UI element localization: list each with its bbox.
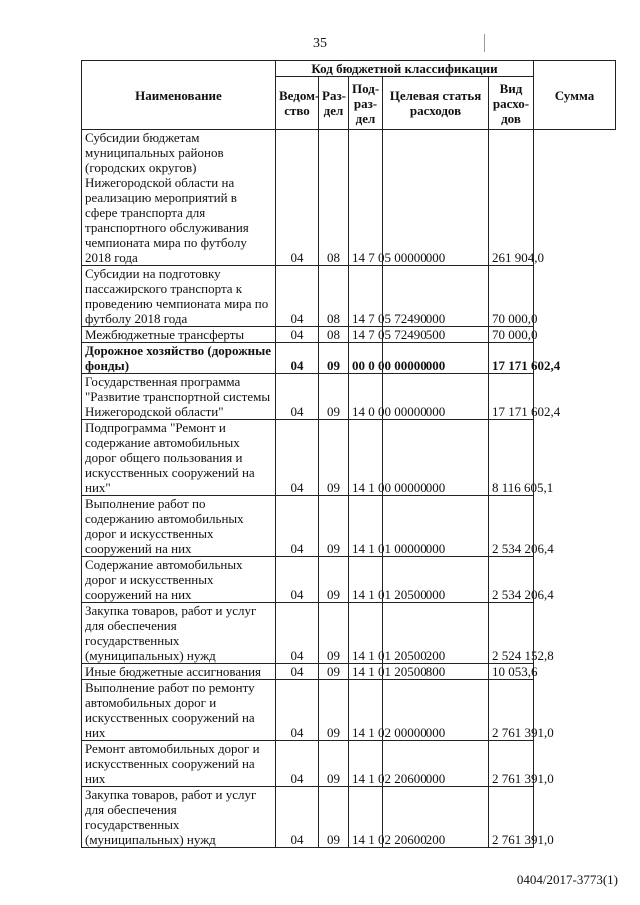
row-name: Выполнение работ по содержанию автомобильных дорог и искусственных сооружений на них <box>82 496 276 557</box>
row-target: 14 1 02 00000 <box>349 680 383 741</box>
row-department: 04 <box>276 374 319 420</box>
row-section: 09 <box>319 496 349 557</box>
row-sum: 8 116 605,1 <box>489 420 534 496</box>
row-department: 04 <box>276 664 319 680</box>
page-number: 35 <box>313 36 327 51</box>
row-department: 04 <box>276 787 319 848</box>
row-section: 08 <box>319 130 349 266</box>
row-sum: 2 761 391,0 <box>489 787 534 848</box>
table-row <box>82 266 616 327</box>
row-sum: 10 053,6 <box>489 664 534 680</box>
table-row <box>82 374 616 420</box>
row-name: Ремонт автомобильных дорог и искусственных сооружений на них <box>82 741 276 787</box>
table-row <box>82 327 616 343</box>
header-expense-type: Вид расхо-дов <box>489 77 534 130</box>
row-section: 09 <box>319 787 349 848</box>
table-row <box>82 130 616 266</box>
row-name: Выполнение работ по ремонту автомобильных дорог и искусственных сооружений на них <box>82 680 276 741</box>
row-target: 14 7 05 72490 <box>349 327 383 343</box>
row-target: 14 1 00 00000 <box>349 420 383 496</box>
row-expense-type: 000 <box>383 420 489 496</box>
row-section: 09 <box>319 343 349 374</box>
row-section: 09 <box>319 680 349 741</box>
table-row <box>82 664 616 680</box>
row-expense-type: 000 <box>383 496 489 557</box>
row-sum: 70 000,0 <box>489 266 534 327</box>
row-target: 14 1 01 20500 <box>349 664 383 680</box>
row-name: Субсидии бюджетам муниципальных районов (городских округов) Нижегородской области на реализацию мероприятий в сфере транспорта для транспортного обслуживания чемпионата мира по футболу 2018 года <box>82 130 276 266</box>
row-sum: 261 904,0 <box>489 130 534 266</box>
row-target: 14 0 00 00000 <box>349 374 383 420</box>
row-name: Субсидии на подготовку пассажирского транспорта к проведению чемпионата мира по футболу 2018 года <box>82 266 276 327</box>
row-target: 00 0 00 00000 <box>349 343 383 374</box>
row-expense-type: 000 <box>383 130 489 266</box>
header-subsection: Под-раз-дел <box>349 77 383 130</box>
header-sum: Сумма <box>534 61 616 130</box>
row-department: 04 <box>276 741 319 787</box>
row-sum: 17 171 602,4 <box>489 374 534 420</box>
row-expense-type: 200 <box>383 787 489 848</box>
row-department: 04 <box>276 420 319 496</box>
table-row <box>82 496 616 557</box>
table-row <box>82 603 616 664</box>
row-department: 04 <box>276 603 319 664</box>
row-department: 04 <box>276 343 319 374</box>
row-section: 09 <box>319 557 349 603</box>
row-name: Дорожное хозяйство (дорожные фонды) <box>82 343 276 374</box>
header-target-article: Целевая статья расходов <box>383 77 489 130</box>
row-department: 04 <box>276 327 319 343</box>
row-name: Подпрограмма "Ремонт и содержание автомобильных дорог общего пользования и искусственных сооружений на них" <box>82 420 276 496</box>
row-section: 08 <box>319 327 349 343</box>
row-expense-type: 000 <box>383 266 489 327</box>
row-name: Закупка товаров, работ и услуг для обеспечения государственных (муниципальных) нужд <box>82 787 276 848</box>
row-section: 08 <box>319 266 349 327</box>
row-sum: 2 761 391,0 <box>489 741 534 787</box>
row-name: Содержание автомобильных дорог и искусственных сооружений на них <box>82 557 276 603</box>
row-section: 09 <box>319 420 349 496</box>
table-row <box>82 680 616 741</box>
row-expense-type: 000 <box>383 680 489 741</box>
row-expense-type: 500 <box>383 327 489 343</box>
margin-mark <box>484 34 485 52</box>
row-expense-type: 000 <box>383 374 489 420</box>
row-section: 09 <box>319 741 349 787</box>
row-section: 09 <box>319 664 349 680</box>
row-department: 04 <box>276 496 319 557</box>
row-sum: 17 171 602,4 <box>489 343 534 374</box>
table-row <box>82 557 616 603</box>
row-name: Межбюджетные трансферты <box>82 327 276 343</box>
table-row <box>82 420 616 496</box>
row-target: 14 1 01 20500 <box>349 557 383 603</box>
table-row <box>82 741 616 787</box>
row-department: 04 <box>276 130 319 266</box>
row-sum: 2 761 391,0 <box>489 680 534 741</box>
row-department: 04 <box>276 266 319 327</box>
row-expense-type: 000 <box>383 741 489 787</box>
row-name: Иные бюджетные ассигнования <box>82 664 276 680</box>
row-section: 09 <box>319 603 349 664</box>
row-target: 14 7 05 72490 <box>349 266 383 327</box>
row-target: 14 1 02 20600 <box>349 787 383 848</box>
budget-table <box>81 60 616 848</box>
row-expense-type: 000 <box>383 557 489 603</box>
row-name: Закупка товаров, работ и услуг для обеспечения государственных (муниципальных) нужд <box>82 603 276 664</box>
row-target: 14 1 02 20600 <box>349 741 383 787</box>
table-row <box>82 343 616 374</box>
header-department: Ведом-ство <box>276 77 319 130</box>
header-section: Раз-дел <box>319 77 349 130</box>
row-expense-type: 000 <box>383 343 489 374</box>
row-section: 09 <box>319 374 349 420</box>
row-department: 04 <box>276 557 319 603</box>
row-sum: 2 534 206,4 <box>489 496 534 557</box>
row-sum: 2 524 152,8 <box>489 603 534 664</box>
document-code: 0404/2017-3773(1) <box>516 872 618 887</box>
row-target: 14 7 05 00000 <box>349 130 383 266</box>
row-expense-type: 200 <box>383 603 489 664</box>
row-department: 04 <box>276 680 319 741</box>
row-target: 14 1 01 00000 <box>349 496 383 557</box>
row-sum: 2 534 206,4 <box>489 557 534 603</box>
row-sum: 70 000,0 <box>489 327 534 343</box>
row-expense-type: 800 <box>383 664 489 680</box>
header-name: Наименование <box>82 61 276 130</box>
row-target: 14 1 01 20500 <box>349 603 383 664</box>
table-row <box>82 787 616 848</box>
header-classification-code: Код бюджетной классификации <box>276 61 534 77</box>
row-name: Государственная программа "Развитие транспортной системы Нижегородской области" <box>82 374 276 420</box>
